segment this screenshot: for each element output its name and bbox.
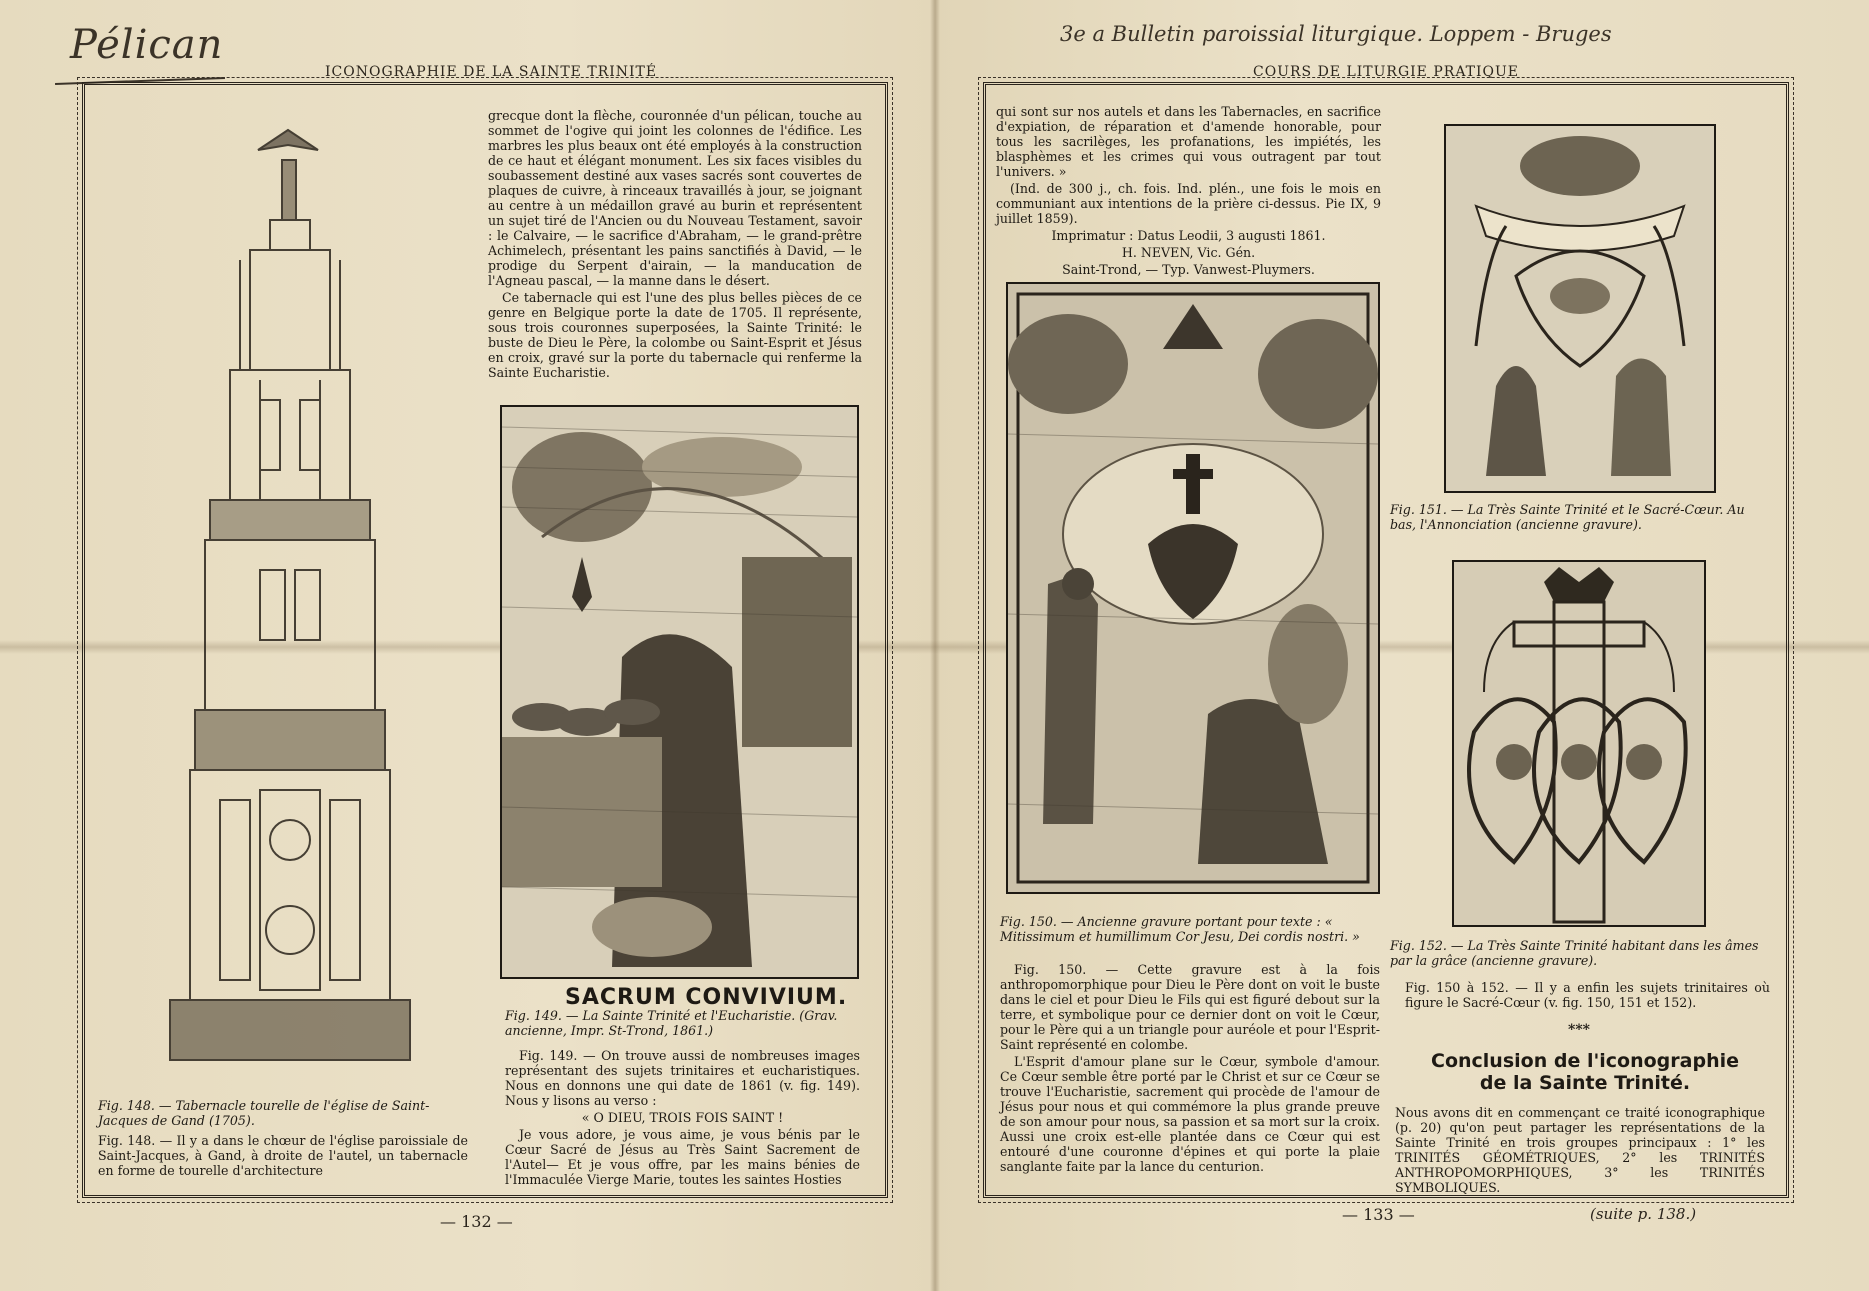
tabernacle-description: grecque dont la flèche, couronnée d'un pélican, touche au sommet de l'ogive qui joint les colonnes de l'édifice. Les marbres les plus beaux ont été employés à la construction de ce haut et élégant monument. Les six faces visibles du soubassement destiné aux vases sacrés sont couvertes de plaques de cuivre, à rinceaux travaillés à jour, se joignant au centre à un médaillon gravé au burin et représentent un sujet tiré de l'Ancien ou du Nouveau Testament, savoir : le Calvaire, — le sacrifice d'Abraham, — le grand-prêtre Achimelech, présentant les pains sanctifiés à David, — le prodige du Serpent d'airain, — la manducation de l'Agneau pascal, — la manne dans le désert. [488, 108, 862, 288]
fig151-caption: Fig. 151. — La Très Sainte Trinité et le Sacré-Cœur. Au bas, l'Annonciation (ancienne gravure). [1390, 502, 1745, 532]
right-page-header: COURS DE LITURGIE PRATIQUE [1253, 64, 1520, 80]
fig152-trinity-souls-engraving [1452, 560, 1706, 927]
fig150-description-2: L'Esprit d'amour plane sur le Cœur, symbole d'amour. Ce Cœur semble être porté par le Christ et sur ce Cœur se trouve l'Eucharistie, sacrement qui procède de l'amour de Jésus pour nous et qui commémore la plus grande preuve de son amour pour nous, sa passion et sa mort sur la croix. Aussi une croix est-elle plantée dans ce Cœur qui est entouré d'une couronne d'épines et qui porte la plaie sanglante faite par la lance du centurion. [1000, 1054, 1380, 1174]
conclusion-text: Nous avons dit en commençant ce traité iconographique (p. 20) qu'on peut partager les représentations de la Sainte Trinité en trois groupes principaux : 1° les TRINITÉS GÉOMÉTRIQUES, 2° les TRINITÉS ANTHROPOMORPHIQUES, 3° les TRINITÉS SYMBOLIQUES. [1395, 1105, 1765, 1195]
prayer-continuation: qui sont sur nos autels et dans les Tabernacles, en sacrifice d'expiation, de réparation et d'amende honorable, pour tous les sacrilèges, les profanations, les impiétés, les blasphèmes et les crimes qui vous outragent par tout l'univers. » [996, 104, 1381, 179]
conclusion-title-line-2: de la Sainte Trinité. [1479, 1072, 1691, 1094]
fig149-caption: Fig. 149. — La Sainte Trinité et l'Eucharistie. (Grav. ancienne, Impr. St-Trond, 1861.) [505, 1008, 838, 1038]
center-gutter [930, 0, 940, 1291]
left-page-number: — 132 — [440, 1212, 513, 1231]
fig148-tabernacle-engraving [110, 100, 470, 1090]
fig150-caption: Fig. 150. — Ancienne gravure portant pour texte : « Mitissimum et humillimum Cor Jesu, Dei cordis nostri. » [1000, 914, 1360, 944]
left-page-header: ICONOGRAPHIE DE LA SAINTE TRINITÉ [325, 64, 658, 80]
printer-line: Saint-Trond, — Typ. Vanwest-Pluymers. [1062, 262, 1315, 277]
conclusion-title [1400, 1050, 1770, 1094]
indulgence-note: (Ind. de 300 j., ch. fois. Ind. plén., une fois le mois en communiant aux intentions de la prière ci-dessus. Pie IX, 9 juillet 1859). [996, 181, 1381, 226]
fig149-description: Fig. 149. — On trouve aussi de nombreuses images représentant des sujets trinitaires et eucharistiques. Nous en donnons une qui date de 1861 (v. fig. 149). Nous y lisons au verso : [505, 1048, 860, 1108]
fig149-engraving-title: SACRUM CONVIVIUM. [565, 985, 848, 1010]
fig150-text [1000, 962, 1380, 1176]
right-col1-top-text [996, 104, 1381, 279]
quote-text: Je vous adore, je vous aime, je vous bénis par le Cœur Sacré de Jésus au Très Saint Sacrement de l'Autel— Et je vous offre, par les mains bénies de l'Immaculée Vierge Marie, toutes les saintes Hosties [505, 1127, 860, 1187]
tabernacle-date-description: Ce tabernacle qui est l'une des plus belles pièces de ce genre en Belgique porte la date de 1705. Il représente, sous trois couronnes superposées, la Sainte Trinité: le buste de Dieu le Père, la colombe ou Saint-Esprit et Jésus en croix, gravé sur la porte du tabernacle qui renferme la Sainte Eucharistie. [488, 290, 862, 380]
fig151-trinity-sacred-heart-engraving [1444, 124, 1716, 493]
conclusion-title-line-1: Conclusion de l'iconographie [1431, 1050, 1739, 1072]
handwritten-note-right: 3e a Bulletin paroissial liturgique. Loppem - Bruges [1060, 22, 1612, 46]
fig149-text [505, 1048, 860, 1189]
section-separator: *** [1568, 1022, 1590, 1038]
fig152-caption: Fig. 152. — La Très Sainte Trinité habitant dans les âmes par la grâce (ancienne gravure). [1390, 938, 1759, 968]
continuation-note: (suite p. 138.) [1590, 1205, 1697, 1223]
right-page-number: — 133 — [1342, 1205, 1415, 1224]
imprimatur: Imprimatur : Datus Leodii, 3 augusti 1861. [1051, 228, 1326, 243]
vicar-general: H. NEVEN, Vic. Gén. [1121, 245, 1256, 260]
handwritten-note-left: Pélican [70, 22, 224, 68]
fig149-sacrum-convivium-engraving [500, 405, 859, 979]
quote-title: « O DIEU, TROIS FOIS SAINT ! [581, 1110, 784, 1125]
fig148-text: Fig. 148. — Il y a dans le chœur de l'église paroissiale de Saint-Jacques, à Gand, à droite de l'autel, un tabernacle en forme de tourelle d'architecture [98, 1133, 468, 1178]
fig150-description-1: Fig. 150. — Cette gravure est à la fois anthropomorphique pour Dieu le Père dont on voit le buste dans le ciel et pour Dieu le Fils qui est figuré debout sur la terre, et symbolique pour ce dernier dont on voit le Cœur, pour le Père qui a un triangle pour auréole et pour l'Esprit-Saint représenté en colombe. [1000, 962, 1380, 1052]
left-col2-text-1 [488, 108, 862, 382]
fig150-sacred-heart-engraving [1006, 282, 1380, 894]
fig150-152-text: Fig. 150 à 152. — Il y a enfin les sujets trinitaires où figure le Sacré-Cœur (v. fig. 150, 151 et 152). [1405, 980, 1770, 1010]
fig148-caption: Fig. 148. — Tabernacle tourelle de l'église de Saint-Jacques de Gand (1705). [98, 1098, 430, 1128]
